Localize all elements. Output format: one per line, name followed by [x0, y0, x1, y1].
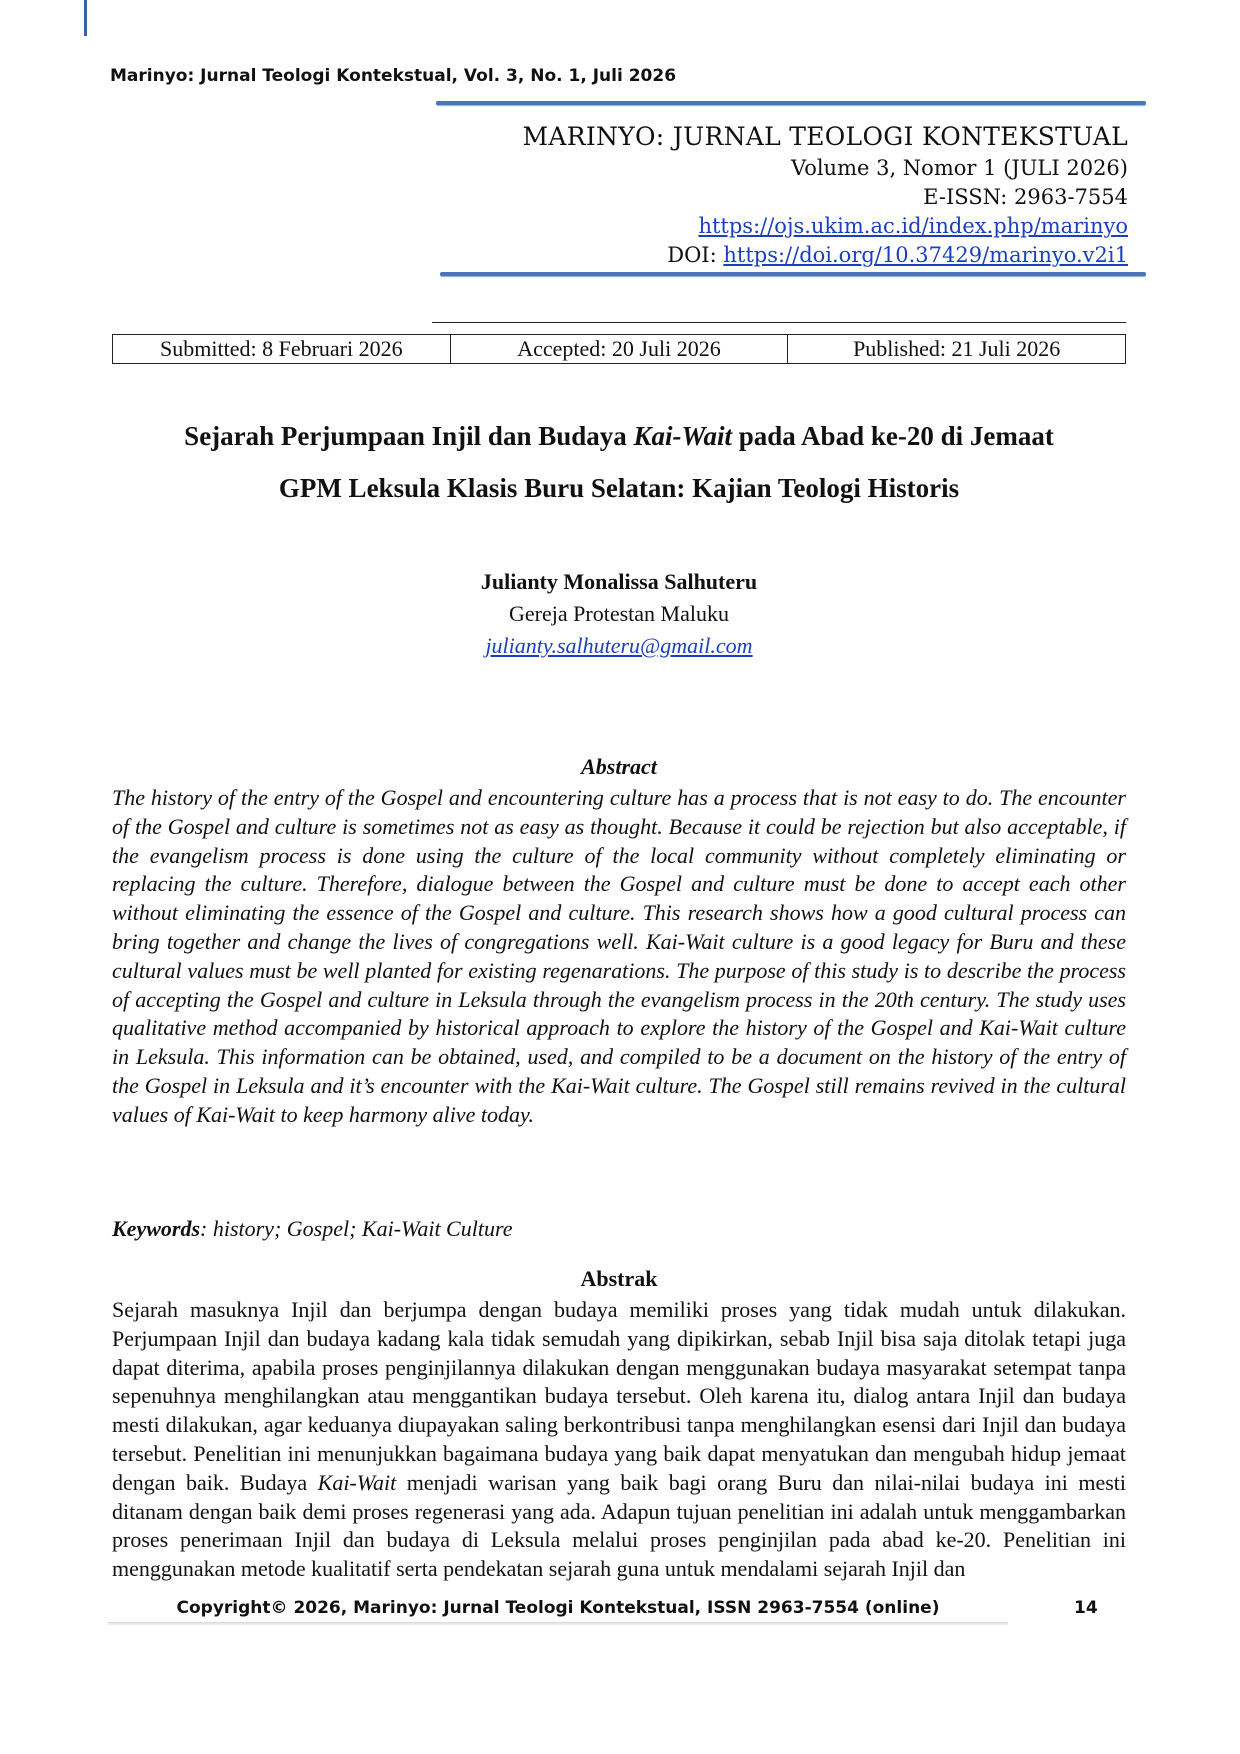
journal-volume: Volume 3, Nomor 1 (JULI 2026) [790, 156, 1128, 180]
dates-table [112, 334, 1126, 364]
author-block [112, 566, 1126, 662]
footer-copyright: Copyright© 2026, Marinyo: Jurnal Teologi Kontekstual, ISSN 2963-7554 (online) [176, 1598, 940, 1618]
author-name: Julianty Monalissa Salhuteru [480, 569, 758, 594]
accepted-date: Accepted: 20 Juli 2026 [450, 335, 788, 364]
page-number: 14 [1074, 1598, 1098, 1618]
journal-name: MARINYO: JURNAL TEOLOGI KONTEKSTUAL [522, 122, 1128, 151]
doi-link[interactable]: https://doi.org/10.37429/marinyo.v2i1 [723, 243, 1128, 267]
submitted-date: Submitted: 8 Februari 2026 [113, 335, 451, 364]
abstract-english: The history of the entry of the Gospel and encountering culture has a process that is not easy to do. The encounter of the Gospel and culture is sometimes not as easy as thought. Because it could be rejection but also acceptable, if the evangelism process is done using the culture of the local community without completely eliminating or replacing the culture. Therefore, dialogue between the Gospel and culture must be done to accept each other without eliminating the essence of the Gospel and culture. This research shows how a good cultural process can bring together and change the lives of congregations well. Kai-Wait culture is a good legacy for Buru and these cultural values must be well planted for existing regenarations. The purpose of this study is to describe the process of accepting the Gospel and culture in Leksula through the evangelism process in the 20th century. The study uses qualitative method accompanied by historical approach to explore the history of the Gospel and Kai-Wait culture in Leksula. This information can be obtained, used, and compiled to be a document on the history of the entry of the Gospel in Leksula and it’s encounter with the Kai-Wait culture. The Gospel still remains revived in the cultural values of Kai-Wait to keep harmony alive today. [112, 785, 1126, 1127]
margin-bar [84, 0, 87, 36]
author-email-link[interactable]: julianty.salhuteru@gmail.com [485, 633, 753, 658]
separator-line [432, 322, 1126, 323]
published-date: Published: 21 Juli 2026 [788, 335, 1126, 364]
journal-eissn: E-ISSN: 2963-7554 [923, 185, 1128, 209]
doi-label: DOI: [667, 243, 724, 267]
header-rule-top [436, 101, 1146, 105]
journal-url-link[interactable]: https://ojs.ukim.ac.id/index.php/marinyo [698, 214, 1128, 238]
abstract-heading: Abstract [581, 754, 657, 779]
journal-info [428, 120, 1128, 270]
footer-shadow [108, 1622, 1008, 1626]
article-title: Sejarah Perjumpaan Injil dan Budaya Kai-Wait pada Abad ke-20 di Jemaat GPM Leksula Klasis Buru Selatan: Kajian Teologi Historis [184, 421, 1054, 503]
keywords: Keywords: history; Gospel; Kai-Wait Culture [112, 1216, 513, 1241]
abstrak-heading: Abstrak [580, 1266, 658, 1291]
author-affiliation: Gereja Protestan Maluku [509, 601, 729, 626]
running-head: Marinyo: Jurnal Teologi Kontekstual, Vol. 3, No. 1, Juli 2026 [110, 66, 677, 86]
header-rule-bottom [440, 272, 1146, 276]
abstrak-indonesian: Sejarah masuknya Injil dan berjumpa dengan budaya memiliki proses yang tidak mudah untuk dilakukan. Perjumpaan Injil dan budaya kadang kala tidak semudah yang dipikirkan, sebab Injil bisa saja ditolak tetapi juga dapat diterima, apabila proses penginjilannya dilakukan dengan menggunakan budaya masyarakat setempat tanpa sepenuhnya menghilangkan atau menggantikan budaya tersebut. Oleh karena itu, dialog antara Injil dan budaya mesti dilakukan, agar keduanya diupayakan saling berkontribusi tanpa menghilangkan esensi dari Injil dan budaya tersebut. Penelitian ini menunjukkan bagaimana budaya yang baik dapat menyatukan dan mengubah hidup jemaat dengan baik. Budaya Kai-Wait menjadi warisan yang baik bagi orang Buru dan nilai-nilai budaya ini mesti ditanam dengan baik demi proses regenerasi yang ada. Adapun tujuan penelitian ini adalah untuk menggambarkan proses penerimaan Injil dan budaya di Leksula melalui proses penginjilan pada abad ke-20. Penelitian ini menggunakan metode kualitatif serta pendekatan sejarah guna untuk mendalami sejarah Injil dan [112, 1297, 1127, 1582]
